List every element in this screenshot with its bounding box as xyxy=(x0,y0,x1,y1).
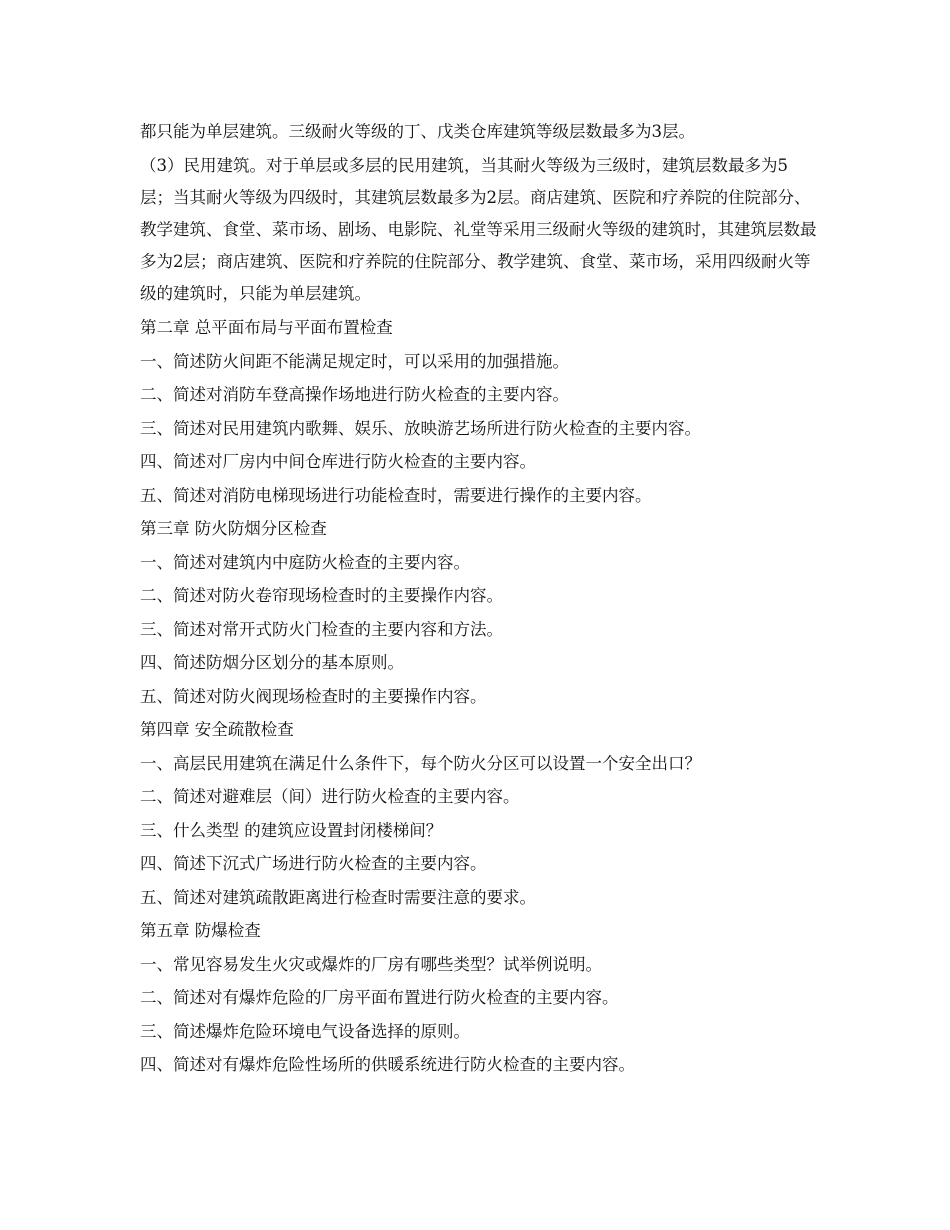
question-item: 五、简述对消防电梯现场进行功能检查时，需要进行操作的主要内容。 xyxy=(140,485,652,505)
chapter-title: 第五章 防爆检查 xyxy=(140,921,261,940)
question-item: 三、简述爆炸危险环境电气设备选择的原则。 xyxy=(140,1021,470,1041)
intro-continuation: 都只能为单层建筑。三级耐火等级的丁、戊类仓库建筑等级层数最多为3层。 xyxy=(140,122,695,141)
question-item: 二、简述对避难层（间）进行防火检查的主要内容。 xyxy=(140,787,520,806)
question-item: 二、简述对有爆炸危险的厂房平面布置进行防火检查的主要内容。 xyxy=(140,988,619,1007)
question-item: 五、简述对防火阀现场检查时的主要操作内容。 xyxy=(140,686,487,706)
question-item: 三、什么类型 的建筑应设置封闭楼梯间？ xyxy=(140,820,443,840)
chapter-title: 第三章 防火防烟分区检查 xyxy=(140,519,327,538)
chapter-title: 第二章 总平面布局与平面布置检查 xyxy=(140,318,393,337)
question-item: 二、简述对防火卷帘现场检查时的主要操作内容。 xyxy=(140,586,503,605)
chapter-title: 第四章 安全疏散检查 xyxy=(140,720,294,739)
question-item: 三、简述对常开式防火门检查的主要内容和方法。 xyxy=(140,619,503,639)
question-item: 四、简述对有爆炸危险性场所的供暖系统进行防火检查的主要内容。 xyxy=(140,1055,635,1074)
question-item: 五、简述对建筑疏散距离进行检查时需要注意的要求。 xyxy=(140,887,536,907)
question-item: 四、简述防烟分区划分的基本原则。 xyxy=(140,653,404,672)
question-item: 四、简述下沉式广场进行防火检查的主要内容。 xyxy=(140,854,487,873)
chapter-3 xyxy=(140,512,820,713)
chapter-2 xyxy=(140,311,820,512)
question-item: 一、简述防火间距不能满足规定时，可以采用的加强措施。 xyxy=(140,351,569,371)
question-item: 一、高层民用建筑在满足什么条件下，每个防火分区可以设置一个安全出口？ xyxy=(140,753,701,773)
question-item: 一、简述对建筑内中庭防火检查的主要内容。 xyxy=(140,552,470,572)
question-item: 四、简述对厂房内中间仓库进行防火检查的主要内容。 xyxy=(140,452,536,471)
question-item: 一、常见容易发生火灾或爆炸的厂房有哪些类型？试举例说明。 xyxy=(140,954,602,974)
document-page xyxy=(140,114,820,1082)
chapter-5 xyxy=(140,914,820,1082)
question-item: 二、简述对消防车登高操作场地进行防火检查的主要内容。 xyxy=(140,385,569,404)
question-item: 三、简述对民用建筑内歌舞、娱乐、放映游艺场所进行防火检查的主要内容。 xyxy=(140,418,701,438)
chapter-4 xyxy=(140,713,820,914)
civil-building-paragraph: （3）民用建筑。对于单层或多层的民用建筑，当其耐火等级为三级时，建筑层数最多为5层；当其耐火等级为四级时，其建筑层数最多为2层。商店建筑、医院和疗养院的住院部分、教学建筑、食堂、菜市场、剧场、电影院、礼堂等采用三级耐火等级的建筑时，其建筑层数最多为2层；商店建筑、医院和疗养院的住院部分、教学建筑、食堂、菜市场，采用四级耐火等级的建筑时，只能为单层建筑。 xyxy=(140,156,817,303)
